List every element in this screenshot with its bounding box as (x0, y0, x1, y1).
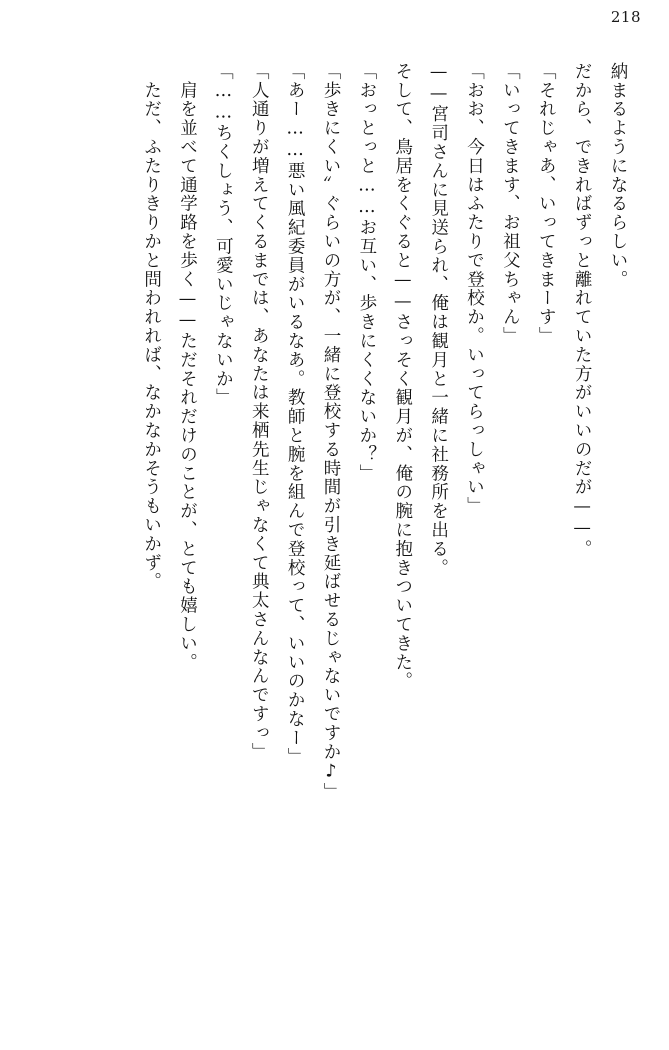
page-number: 218 (610, 8, 641, 26)
paragraph: 「おっとっと……お互い、歩きにくくないか？」 (356, 62, 377, 483)
paragraph: 「それじゃあ、いってきまーす」 (536, 62, 557, 346)
page-text-body (34, 62, 635, 1024)
paragraph: 「……ちくしょう、可愛いじゃないか」 (213, 62, 234, 408)
paragraph: 「歩きにくい〟ぐらいの方が、一緒に登校する時間が引き延ばせるじゃないですか♪」 (321, 62, 341, 802)
paragraph: 「人通りが増えてくるまでは、あなたは来栖先生じゃなくて典太さんなんですっ」 (249, 62, 270, 762)
paragraph: 肩を並べて通学路を歩く——ただそれだけのことが、とても嬉しい。 (177, 62, 198, 672)
paragraph: 納まるようになるらしい。 (608, 62, 628, 289)
paragraph: だから、できればずっと離れていた方がいいのだが——。 (572, 62, 593, 559)
paragraph: ——宮司さんに見送られ、俺は観月と一緒に社務所を出る。 (428, 62, 449, 578)
paragraph: 「いってきます、お祖父ちゃん」 (500, 62, 521, 346)
paragraph: 「あー……悪い風紀委員がいるなあ。教師と腕を組んで登校って、いいのかなー」 (285, 62, 306, 767)
paragraph: そして、鳥居をくぐると——さっそく観月が、俺の腕に抱きついてきた。 (392, 62, 413, 691)
paragraph: 「おお、今日はふたりで登校か。いってらっしゃい」 (464, 62, 485, 516)
paragraph: ただ、ふたりきりかと問われれば、なかなかそうもいかず。 (141, 62, 162, 592)
